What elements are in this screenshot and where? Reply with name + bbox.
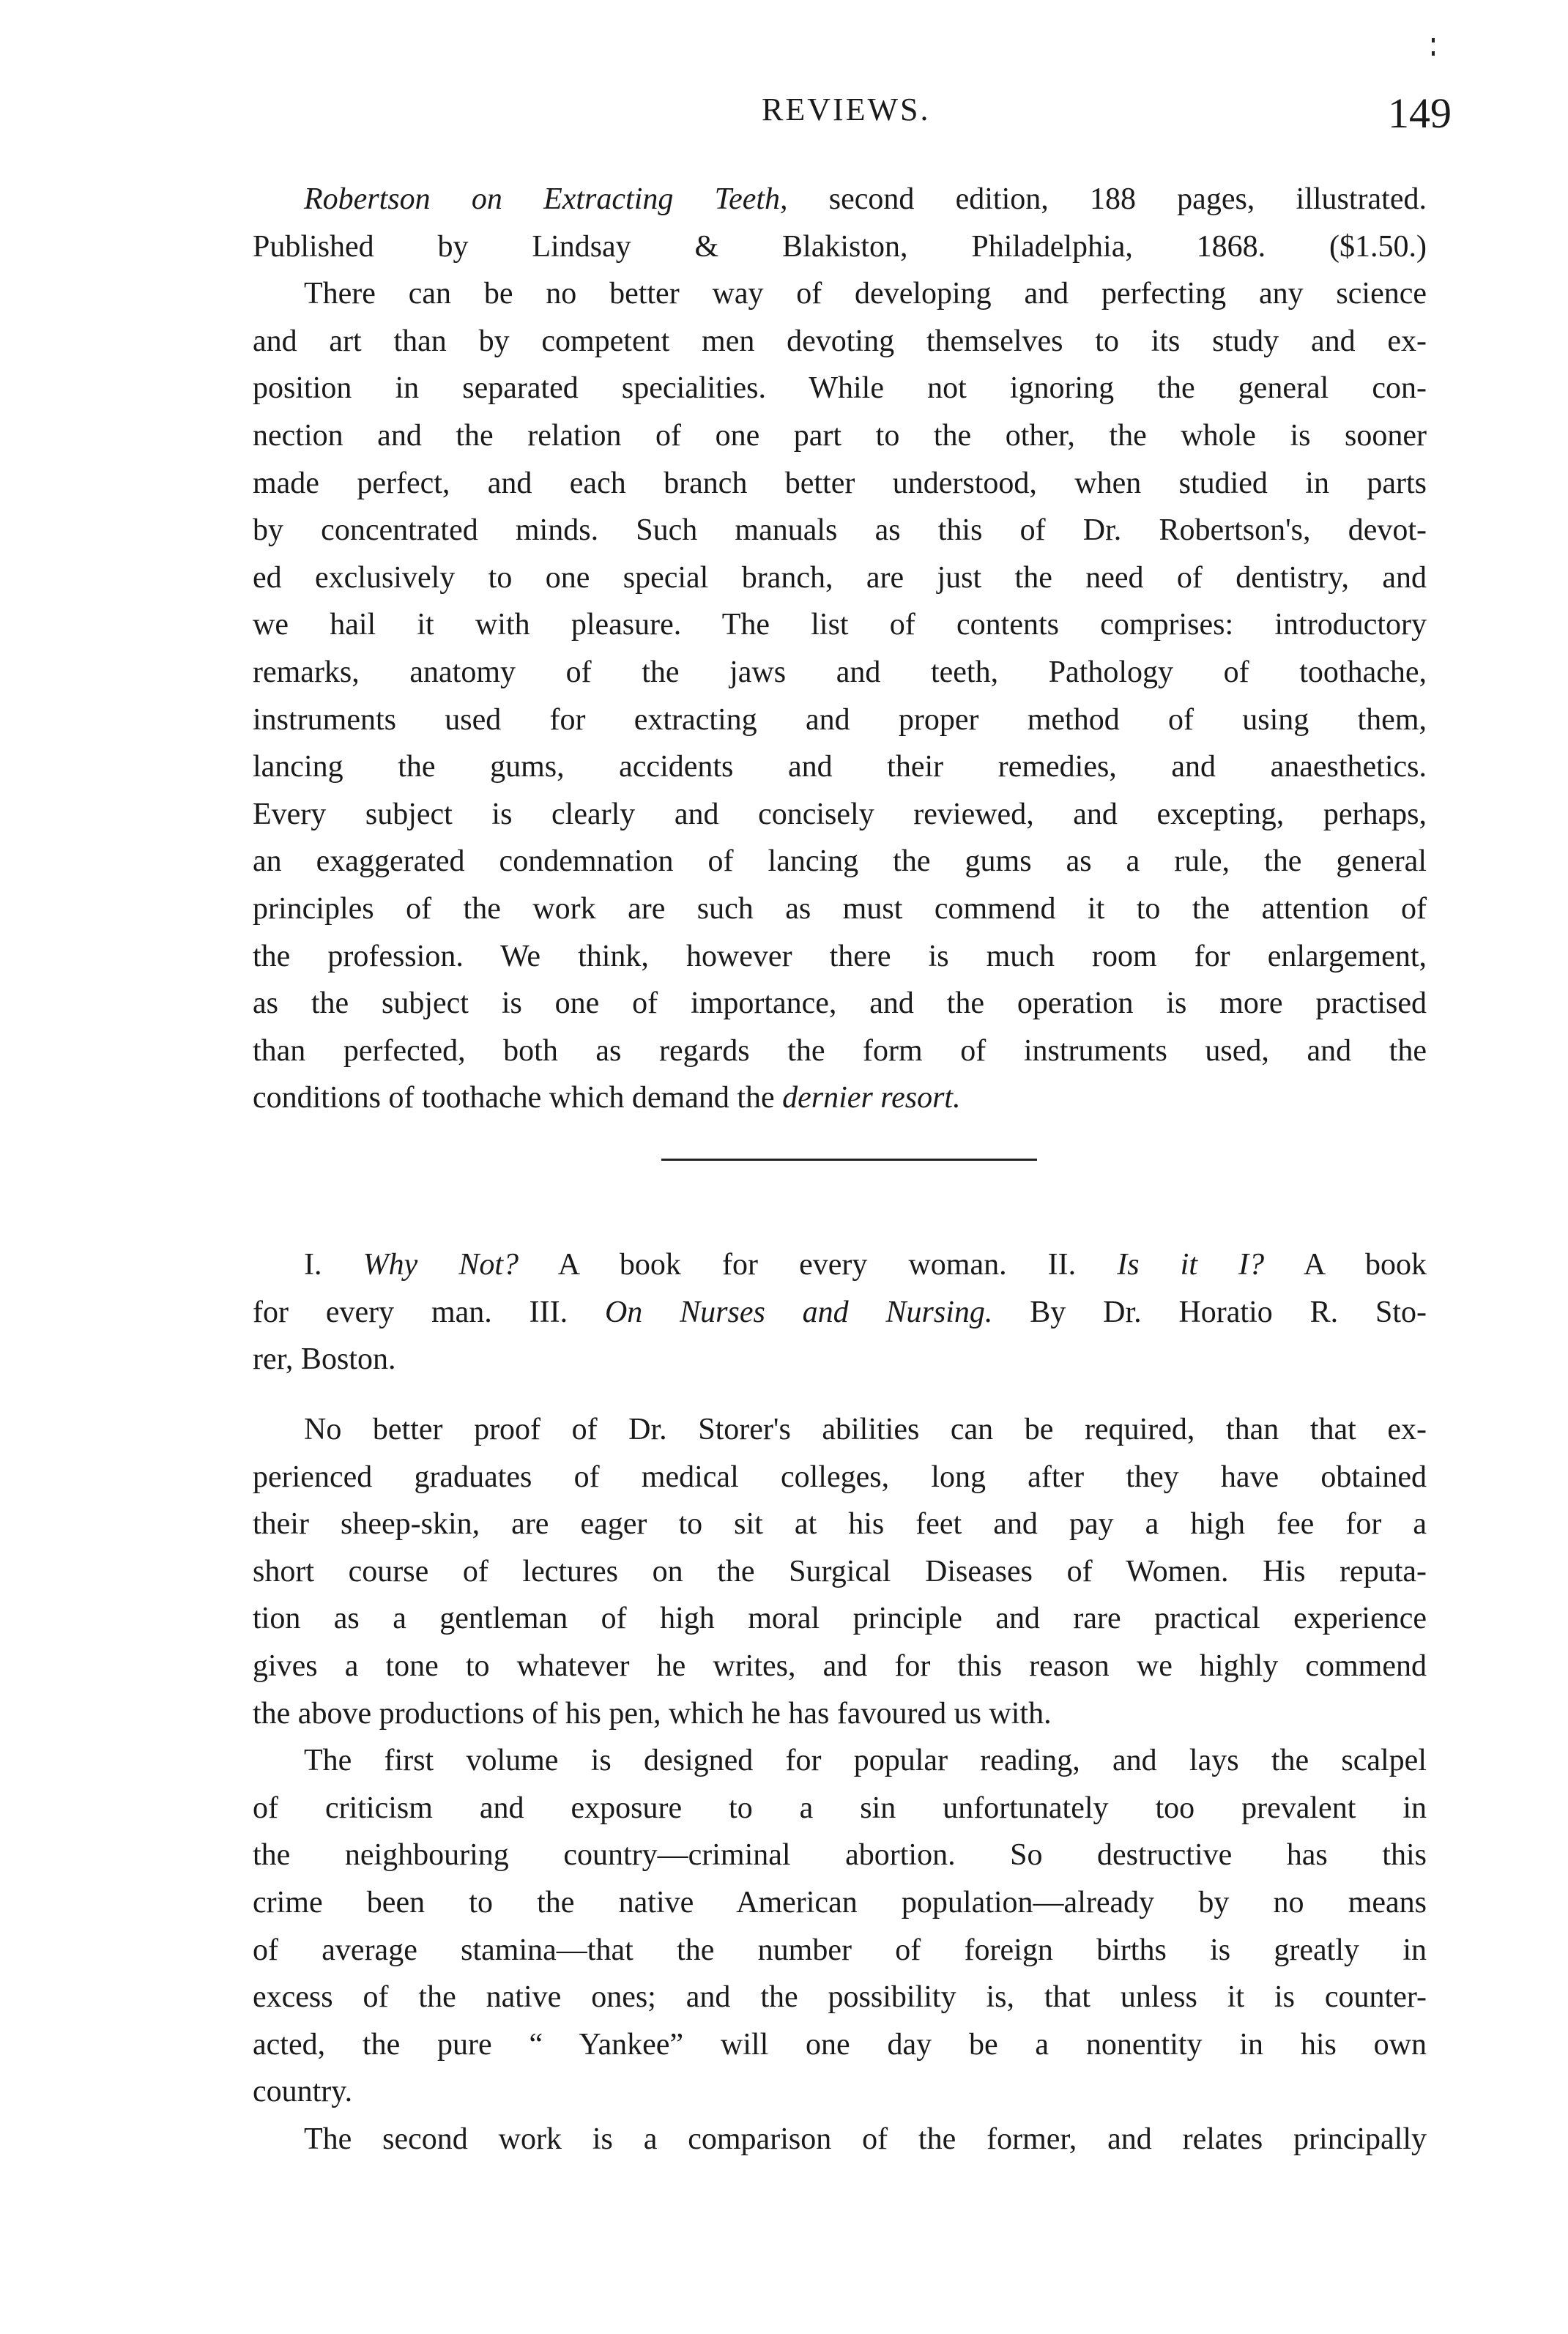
review-storer-citation [253,1241,1427,1383]
body-line: The second work is a comparison of the former, and relates principally [304,2122,1427,2156]
body-line: excess of the native ones; and the possibility is, that unless it is counter- [253,1980,1427,2015]
body-line: the neighbouring country—criminal abortion. So destructive has this [253,1838,1427,1873]
review-robertson [253,176,1427,1122]
body-line: crime been to the native American population—already by no means [253,1885,1427,1919]
body-line: There can be no better way of developing and perfecting any science [304,277,1427,311]
body-line-last: conditions of toothache which demand the dernier resort. [253,1081,961,1115]
body-line: made perfect, and each branch better understood, when studied in parts [253,466,1427,500]
body-line: the profession. We think, however there is much room for enlargement, [253,939,1427,973]
italic-phrase: dernier resort. [782,1081,961,1115]
body-line: we hail it with pleasure. The list of contents comprises: introductory [253,608,1427,642]
body-line: than perfected, both as regards the form of instruments used, and the [253,1033,1427,1068]
body-line: ed exclusively to one special branch, are just the need of dentistry, and [253,560,1427,595]
section-divider [661,1159,1037,1161]
running-head: REVIEWS. [762,92,931,127]
body-line: by concentrated minds. Such manuals as this of Dr. Robertson's, devot- [253,513,1427,548]
body-line: perienced graduates of medical colleges, long after they have obtained [253,1460,1427,1494]
body-line: instruments used for extracting and proper method of using them, [253,702,1427,737]
body-line: position in separated specialities. While not ignoring the general con- [253,371,1427,406]
body-line: No better proof of Dr. Storer's abilities can be required, than that ex- [304,1413,1427,1446]
body-line: lancing the gums, accidents and their remedies, and anaesthetics. [253,750,1427,784]
citation-line-1: Robertson on Extracting Teeth, second edition, 188 pages, illustrated. [304,182,1427,216]
page-number: 149 [1388,89,1452,137]
body-line: tion as a gentleman of high moral principle and rare practical experience [253,1602,1427,1636]
book-title: Why Not? [363,1248,519,1282]
body-line: of criticism and exposure to a sin unfortunately too prevalent in [253,1791,1427,1825]
body-line: and art than by competent men devoting themselves to its study and ex- [253,324,1427,358]
body-line: as the subject is one of importance, and the operation is more practised [253,986,1427,1021]
body-line: gives a tone to whatever he writes, and for this reason we highly commend [253,1649,1427,1683]
body-line: The first volume is designed for popular reading, and lays the scalpel [304,1744,1427,1778]
body-line: acted, the pure “ Yankee” will one day be a nonentity in his own [253,2027,1427,2062]
body-line: short course of lectures on the Surgical Diseases of Women. His reputa- [253,1554,1427,1588]
citation-line-2: for every man. III. On Nurses and Nursing. By Dr. Horatio R. Sto- [253,1295,1427,1329]
book-title: Robertson on Extracting Teeth, [304,182,788,216]
review-storer-body [253,1406,1427,2163]
body-line: the above productions of his pen, which he has favoured us with. [253,1696,1052,1731]
body-line: Every subject is clearly and concisely reviewed, and excepting, perhaps, [253,797,1427,831]
printing-speck [1432,38,1435,63]
body-line: country. [253,2075,353,2109]
body-line: remarks, anatomy of the jaws and teeth, Pathology of toothache, [253,655,1427,689]
body-line: an exaggerated condemnation of lancing the gums as a rule, the general [253,844,1427,879]
citation-line-3: rer, Boston. [253,1342,396,1377]
body-line: their sheep-skin, are eager to sit at his feet and pay a high fee for a [253,1507,1427,1542]
body-line: nection and the relation of one part to the other, the whole is sooner [253,418,1427,453]
book-title: Is it I? [1117,1248,1265,1282]
body-line: principles of the work are such as must commend it to the attention of [253,891,1427,926]
citation-line-1: I. Why Not? A book for every woman. II. Is it I? A book [304,1248,1427,1282]
body-line: of average stamina—that the number of foreign births is greatly in [253,1933,1427,1967]
book-title: On Nurses and Nursing. [604,1295,993,1329]
citation-line-2: Published by Lindsay & Blakiston, Philadelphia, 1868. ($1.50.) [253,229,1427,264]
